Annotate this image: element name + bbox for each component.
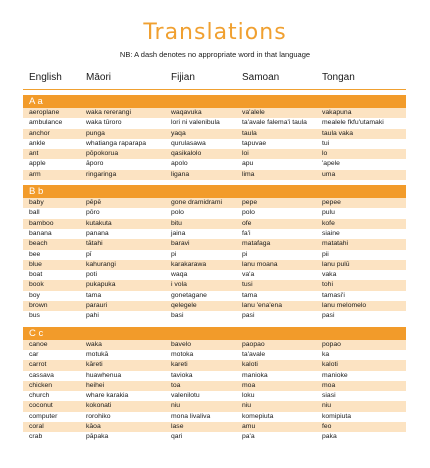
cell-english: brown [29, 302, 48, 310]
cell-samoan: matafaga [242, 240, 271, 248]
cell-maori: kāreti [86, 361, 103, 369]
cell-maori: pōpokorua [86, 150, 119, 158]
cell-samoan: tapuvae [242, 139, 267, 147]
cell-fijian: tavioka [171, 371, 193, 379]
translation-table [0, 95, 430, 443]
cell-fijian: gonetagane [171, 291, 207, 299]
cell-fijian: jaina [171, 229, 186, 237]
table-row [23, 401, 406, 411]
cell-samoan: tama [242, 291, 258, 299]
column-header-maori: Māori [86, 72, 112, 83]
cell-samoan: tusi [242, 281, 253, 289]
section-header: A a [23, 95, 406, 108]
cell-english: coconut [29, 402, 53, 410]
cell-maori: pōro [86, 209, 100, 217]
cell-tongan: taula vaka [322, 129, 353, 137]
cell-fijian: qelegele [171, 302, 197, 310]
cell-samoan: loi [242, 150, 249, 158]
cell-tongan: vakapuna [322, 109, 352, 116]
cell-maori: kokonati [86, 402, 112, 410]
cell-fijian: toa [171, 381, 181, 389]
cell-english: ant [29, 150, 39, 158]
cell-english: computer [29, 412, 58, 420]
table-row [23, 239, 406, 249]
table-row [23, 360, 406, 370]
cell-english: ambulance [29, 119, 63, 127]
cell-fijian: bitu [171, 219, 182, 227]
cell-fijian: karakarawa [171, 260, 207, 268]
cell-maori: pī [86, 250, 92, 258]
letter-section [23, 327, 406, 443]
cell-maori: punga [86, 129, 105, 137]
cell-samoan: niu [242, 402, 252, 410]
cell-maori: āporo [86, 160, 104, 168]
cell-maori: kutakuta [86, 219, 112, 227]
cell-maori: motukā [86, 350, 109, 358]
cell-samoan: komepiuta [242, 412, 274, 420]
cell-maori: pukapuka [86, 281, 116, 289]
cell-maori: waka tūroro [86, 119, 122, 127]
cell-samoan: pasi [242, 312, 255, 320]
cell-fijian: qurulasawa [171, 139, 206, 147]
cell-maori: waka rererangi [86, 109, 131, 116]
cell-maori: kāoa [86, 423, 101, 431]
cell-fijian: mona livaliva [171, 412, 211, 420]
cell-fijian: valenilotu [171, 392, 200, 400]
table-row [23, 350, 406, 360]
cell-samoan: taula [242, 129, 257, 137]
cell-maori: huawhenua [86, 371, 122, 379]
cell-fijian: niu [171, 402, 181, 410]
table-row [23, 340, 406, 350]
cell-english: blue [29, 260, 42, 268]
cell-tongan: vaka [322, 271, 337, 279]
cell-english: bee [29, 250, 41, 258]
cell-english: crab [29, 433, 43, 441]
cell-tongan: pasi [322, 312, 335, 320]
cell-samoan: manioka [242, 371, 268, 379]
cell-fijian: waqavuka [171, 109, 202, 116]
cell-maori: tātahi [86, 240, 103, 248]
letter-section [23, 95, 406, 180]
cell-maori: whatianga raparapa [86, 139, 147, 147]
cell-english: car [29, 350, 39, 358]
cell-fijian: qari [171, 433, 183, 441]
table-row [23, 301, 406, 311]
cell-samoan: ofe [242, 219, 252, 227]
column-header-english: English [29, 72, 62, 83]
cell-samoan: paopao [242, 340, 265, 348]
cell-fijian: waqa [171, 271, 188, 279]
cell-tongan: feo [322, 423, 332, 431]
cell-english: banana [29, 229, 52, 237]
cell-english: coral [29, 423, 44, 431]
cell-tongan: matatahi [322, 240, 349, 248]
cell-samoan: lanu 'ena'ena [242, 302, 283, 310]
cell-english: church [29, 392, 50, 400]
cell-english: ankle [29, 139, 46, 147]
cell-samoan: ta'avale [242, 350, 266, 358]
cell-maori: parauri [86, 302, 108, 310]
table-row [23, 422, 406, 432]
cell-fijian: lase [171, 423, 184, 431]
section-header: B b [23, 185, 406, 198]
cell-english: boat [29, 271, 43, 279]
cell-english: chicken [29, 381, 53, 389]
cell-fijian: kareti [171, 361, 188, 369]
cell-english: boy [29, 291, 40, 299]
cell-english: cassava [29, 371, 54, 379]
cell-samoan: pi [242, 250, 248, 258]
table-row [23, 371, 406, 381]
cell-samoan: moa [242, 381, 256, 389]
cell-tongan: kofe [322, 219, 335, 227]
cell-tongan: mealele fkfu'utamaki [322, 119, 384, 127]
cell-maori: waka [86, 340, 102, 348]
cell-tongan: manioke [322, 371, 348, 379]
cell-fijian: motoka [171, 350, 194, 358]
cell-english: apple [29, 160, 46, 168]
cell-english: bus [29, 312, 40, 320]
cell-tongan: pii [322, 250, 329, 258]
cell-tongan: lo [322, 150, 328, 158]
cell-tongan: popao [322, 340, 341, 348]
page-title: Translations [143, 20, 287, 45]
table-row [23, 170, 406, 180]
cell-english: bamboo [29, 219, 54, 227]
cell-maori: panana [86, 229, 109, 237]
cell-maori: rorohiko [86, 412, 111, 420]
cell-samoan: polo [242, 209, 255, 217]
cell-maori: pāpaka [86, 433, 109, 441]
cell-fijian: gone dramidrami [171, 199, 222, 207]
table-row [23, 250, 406, 260]
cell-samoan: lanu moana [242, 260, 278, 268]
cell-tongan: 'apele [322, 160, 340, 168]
cell-tongan: ka [322, 350, 330, 358]
cell-maori: pahi [86, 312, 99, 320]
table-row [23, 270, 406, 280]
table-row [23, 219, 406, 229]
table-row [23, 129, 406, 139]
cell-samoan: pa'a [242, 433, 255, 441]
cell-english: ball [29, 209, 40, 217]
cell-samoan: kaloti [242, 361, 258, 369]
cell-maori: whare karakia [86, 392, 129, 400]
cell-fijian: polo [171, 209, 184, 217]
cell-maori: pēpē [86, 199, 102, 207]
cell-maori: heihei [86, 381, 105, 389]
cell-tongan: komipiuta [322, 412, 352, 420]
cell-tongan: tohi [322, 281, 333, 289]
table-row [23, 412, 406, 422]
cell-tongan: tamasi'i [322, 291, 345, 299]
header-divider [23, 88, 406, 90]
cell-tongan: siasi [322, 392, 336, 400]
cell-tongan: tui [322, 139, 330, 147]
cell-fijian: baravi [171, 240, 190, 248]
cell-tongan: moa [322, 381, 336, 389]
column-header-fijian: Fijian [171, 72, 195, 83]
cell-tongan: uma [322, 170, 336, 178]
cell-maori: ringaringa [86, 170, 117, 178]
table-row [23, 229, 406, 239]
cell-tongan: siaine [322, 229, 340, 237]
letter-section [23, 185, 406, 322]
cell-samoan: lima [242, 170, 255, 178]
table-row [23, 198, 406, 208]
cell-tongan: paka [322, 433, 337, 441]
cell-english: arm [29, 170, 41, 178]
table-row [23, 391, 406, 401]
cell-fijian: apolo [171, 160, 188, 168]
cell-samoan: loku [242, 392, 255, 400]
cell-fijian: bavelo [171, 340, 192, 348]
cell-english: book [29, 281, 44, 289]
cell-tongan: pepee [322, 199, 341, 207]
cell-samoan: amu [242, 423, 256, 431]
cell-fijian: pi [171, 250, 177, 258]
table-row [23, 108, 406, 118]
cell-samoan: va'a [242, 271, 255, 279]
table-row [23, 208, 406, 218]
column-header-samoan: Samoan [242, 72, 280, 83]
cell-samoan: apu [242, 160, 254, 168]
cell-english: anchor [29, 129, 50, 137]
cell-tongan: kaloti [322, 361, 338, 369]
cell-samoan: fa'i [242, 229, 251, 237]
note-text: NB: A dash denotes no appropriate word in that language [119, 50, 311, 59]
cell-fijian: ligana [171, 170, 190, 178]
table-row [23, 311, 406, 321]
cell-english: beach [29, 240, 48, 248]
cell-fijian: qasikalolo [171, 150, 202, 158]
table-row [23, 381, 406, 391]
table-row [23, 280, 406, 290]
column-header-tongan: Tongan [322, 72, 355, 83]
cell-maori: tama [86, 291, 102, 299]
cell-samoan: pepe [242, 199, 258, 207]
cell-maori: kahurangi [86, 260, 116, 268]
cell-fijian: lori ni valenibula [171, 119, 220, 127]
table-row [23, 139, 406, 149]
cell-tongan: lanu melomelo [322, 302, 367, 310]
cell-samoan: ta'avale falema'i taula [242, 119, 307, 127]
cell-fijian: basi [171, 312, 184, 320]
cell-english: carrot [29, 361, 47, 369]
cell-fijian: i vola [171, 281, 187, 289]
cell-maori: poti [86, 271, 97, 279]
cell-english: canoe [29, 340, 48, 348]
table-row [23, 149, 406, 159]
table-row [23, 118, 406, 128]
cell-tongan: lanu pulū [322, 260, 350, 268]
table-row [23, 159, 406, 169]
section-header: C c [23, 327, 406, 340]
cell-english: baby [29, 199, 44, 207]
cell-english: aeroplane [29, 109, 60, 116]
column-headers [0, 72, 430, 84]
table-row [23, 432, 406, 442]
cell-samoan: va'alele [242, 109, 265, 116]
cell-fijian: yaqa [171, 129, 186, 137]
cell-tongan: niu [322, 402, 332, 410]
table-row [23, 260, 406, 270]
table-row [23, 291, 406, 301]
cell-tongan: pulu [322, 209, 335, 217]
